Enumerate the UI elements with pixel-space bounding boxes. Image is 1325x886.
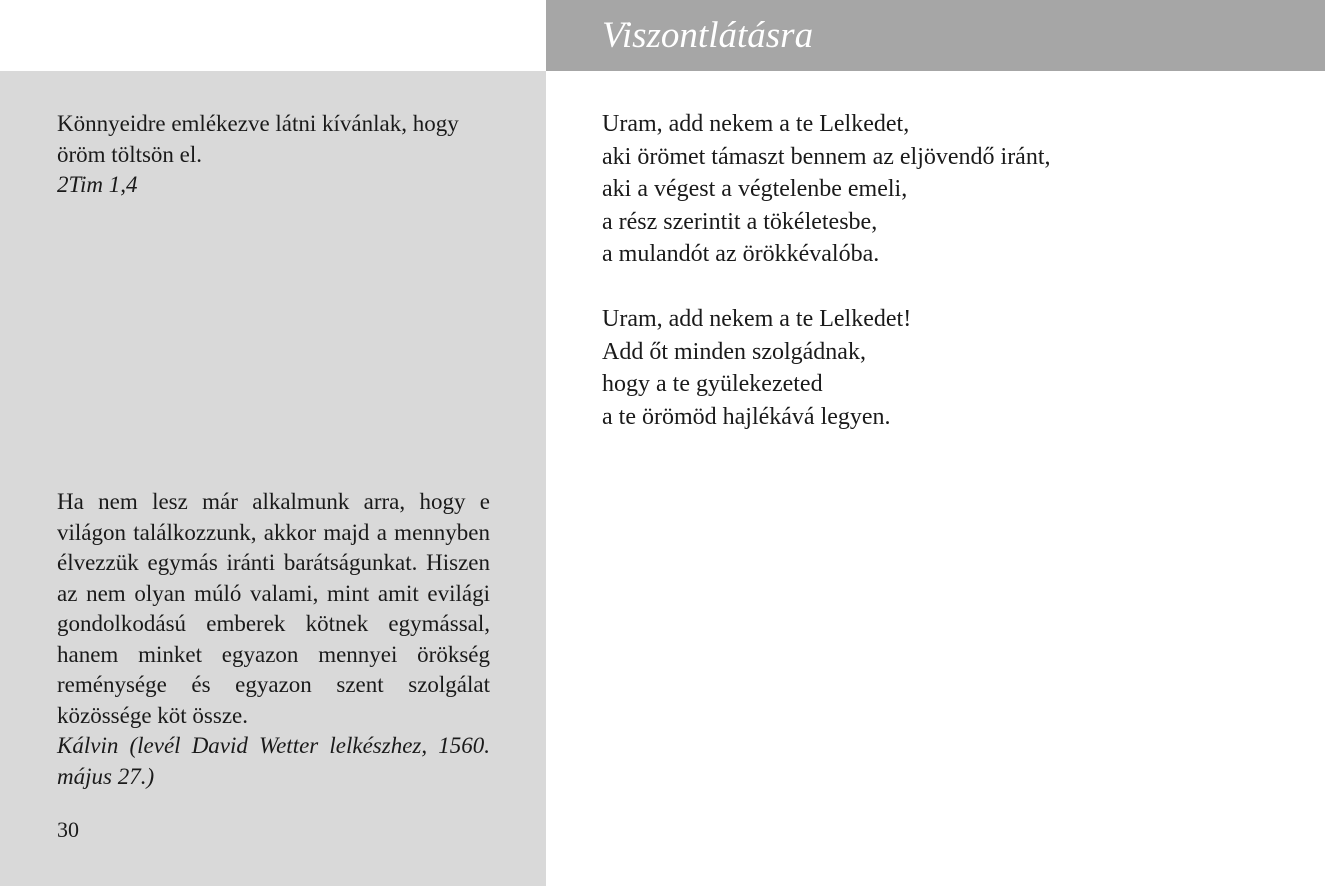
poem-line: a mulandót az örökkévalóba. [602, 241, 880, 267]
verse-text: Könnyeidre emlékezve látni kívánlak, hogy öröm töltsön el. [57, 111, 459, 167]
quote-source: Kálvin (levél David Wetter lelkészhez, 1560. május 27.) [57, 733, 490, 789]
chapter-header-band [546, 0, 1325, 71]
chapter-title: Viszontlátásra [602, 15, 814, 56]
page-number: 30 [57, 817, 79, 842]
poem-line: a te örömöd hajlékává legyen. [602, 403, 891, 430]
bible-verse [57, 109, 490, 201]
poem-stanza [602, 303, 1282, 433]
poem-line: aki a végest a végtelenbe emeli, [602, 176, 908, 202]
quote-text: Ha nem lesz már alkalmunk arra, hogy e világon találkozzunk, akkor majd a mennyben élvezzük egymás iránti barátságunkat. Hiszen az nem olyan múló valami, mint amit evilági gondolkodású emberek kötnek egymással, hanem minket egyazon mennyei örökség reménysége és egyazon szent szolgálat közössége köt össze. [57, 489, 490, 728]
poem-line: hogy a te gyülekezeted [602, 371, 823, 397]
poem-line: Uram, add nekem a te Lelkedet, [602, 111, 910, 137]
poem-line: Add őt minden szolgádnak, [602, 338, 866, 365]
left-top-margin [0, 0, 546, 71]
prayer-poem [602, 108, 1282, 433]
poem-line: a rész szerintit a tökéletesbe, [602, 208, 878, 235]
calvin-quote [57, 487, 490, 792]
poem-line: aki örömet támaszt bennem az eljövendő iránt, [602, 143, 1051, 170]
verse-reference: 2Tim 1,4 [57, 172, 138, 197]
poem-line: Uram, add nekem a te Lelkedet! [602, 306, 912, 332]
poem-stanza [602, 108, 1282, 271]
